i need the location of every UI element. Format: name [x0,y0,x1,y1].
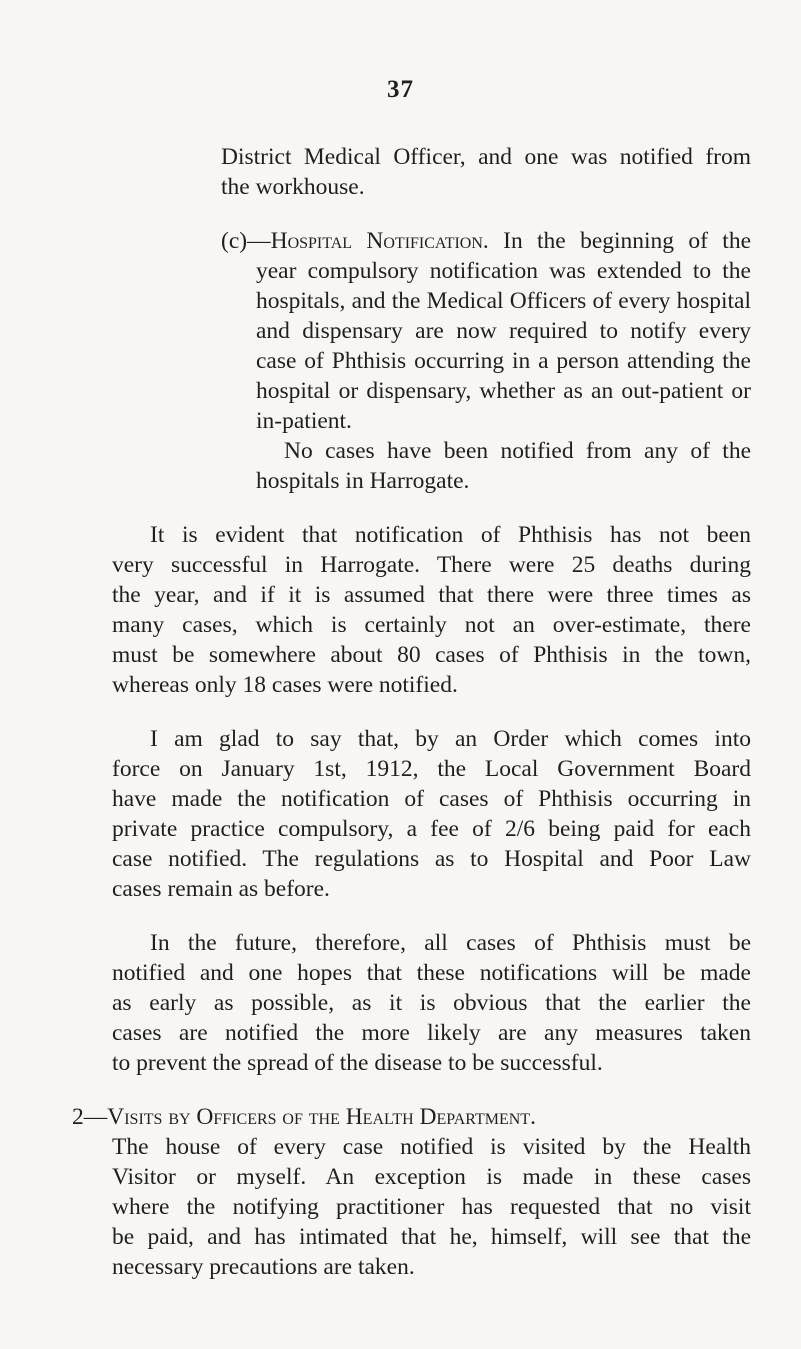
text-line [112,1252,492,1282]
line-text: the year, and if it is assumed that there were three times as [112,582,751,608]
section-heading: Hospital Notification. [270,228,489,254]
line-text: where the notifying practitioner has requested that no visit [112,1194,751,1220]
line-text: whereas only 18 cases were notified. [112,672,458,698]
section-marker: (c)— [221,228,271,254]
line-text: year compulsory notification was extended to the [256,258,751,284]
line-text: private practice compulsory, a fee of 2/6 being paid for each [112,816,751,842]
line-text: The house of every case notified is visited by the Health [112,1134,751,1160]
text-line [112,844,751,874]
text-line [112,1018,751,1048]
text-line [221,142,751,172]
text-line [112,550,751,580]
text-line [112,958,751,988]
text-line [112,670,512,700]
line-text: In the future, therefore, all cases of Phthisis must be [150,930,751,956]
text-line [256,406,456,436]
line-text: in-patient. [256,408,352,434]
text-line [256,466,506,496]
text-line [112,1132,751,1162]
line-text: as early as possible, as it is obvious that the earlier the [112,990,751,1016]
line-text: In the beginning of the [488,228,751,254]
text-line [256,256,751,286]
text-line [112,1222,751,1252]
text-line [256,316,751,346]
line-text: hospitals, and the Medical Officers of every hospital [256,288,751,314]
line-text: to prevent the spread of the disease to be successful. [112,1050,603,1076]
line-text: No cases have been notified from any of the [284,438,751,464]
line-text: must be somewhere about 80 cases of Phthisis in the town, [112,642,751,668]
page-number: 37 [387,76,414,103]
line-text: be paid, and has intimated that he, himself, will see that the [112,1224,751,1250]
line-text: and dispensary are now required to notify every [256,318,751,344]
line-text: have made the notification of cases of Phthisis occurring in [112,786,751,812]
text-line [112,640,751,670]
line-text: notified and one hopes that these notifications will be made [112,960,751,986]
text-line [112,814,751,844]
text-line [112,1162,751,1192]
text-line [112,874,372,904]
section-marker: 2— [72,1104,108,1130]
line-text: the workhouse. [221,174,365,200]
line-text: case of Phthisis occurring in a person attending the [256,348,751,374]
line-text: force on January 1st, 1912, the Local Government Board [112,756,751,782]
line-text: Visitor or myself. An exception is made in these cases [112,1164,751,1190]
text-line [112,580,751,610]
text-line [112,1048,672,1078]
text-line [112,754,751,784]
text-line [256,286,751,316]
line-text: many cases, which is certainly not an over-estimate, there [112,612,751,638]
line-text: District Medical Officer, and one was notified from [221,144,751,170]
line-text: necessary precautions are taken. [112,1254,415,1280]
line-text: case notified. The regulations as to Hospital and Poor Law [112,846,751,872]
text-line [150,724,751,754]
text-line [112,784,751,814]
text-line [256,346,751,376]
line-text: very successful in Harrogate. There were 25 deaths during [112,552,751,578]
text-line [72,1102,632,1132]
line-text: cases are notified the more likely are any measures taken [112,1020,751,1046]
text-line [150,520,751,550]
text-line [221,172,371,202]
line-text: I am glad to say that, by an Order which comes into [150,726,751,752]
line-text: It is evident that notification of Phthisis has not been [150,522,751,548]
line-text: cases remain as before. [112,876,330,902]
text-line [284,436,751,466]
text-line [112,610,751,640]
line-text: hospitals in Harrogate. [256,468,470,494]
text-line [112,988,751,1018]
text-line [112,1192,751,1222]
text-line [150,928,751,958]
text-line [221,226,751,256]
text-line [256,376,751,406]
line-text: hospital or dispensary, whether as an out-patient or [256,378,751,404]
section-heading: Visits by Officers of the Health Department. [107,1104,536,1130]
